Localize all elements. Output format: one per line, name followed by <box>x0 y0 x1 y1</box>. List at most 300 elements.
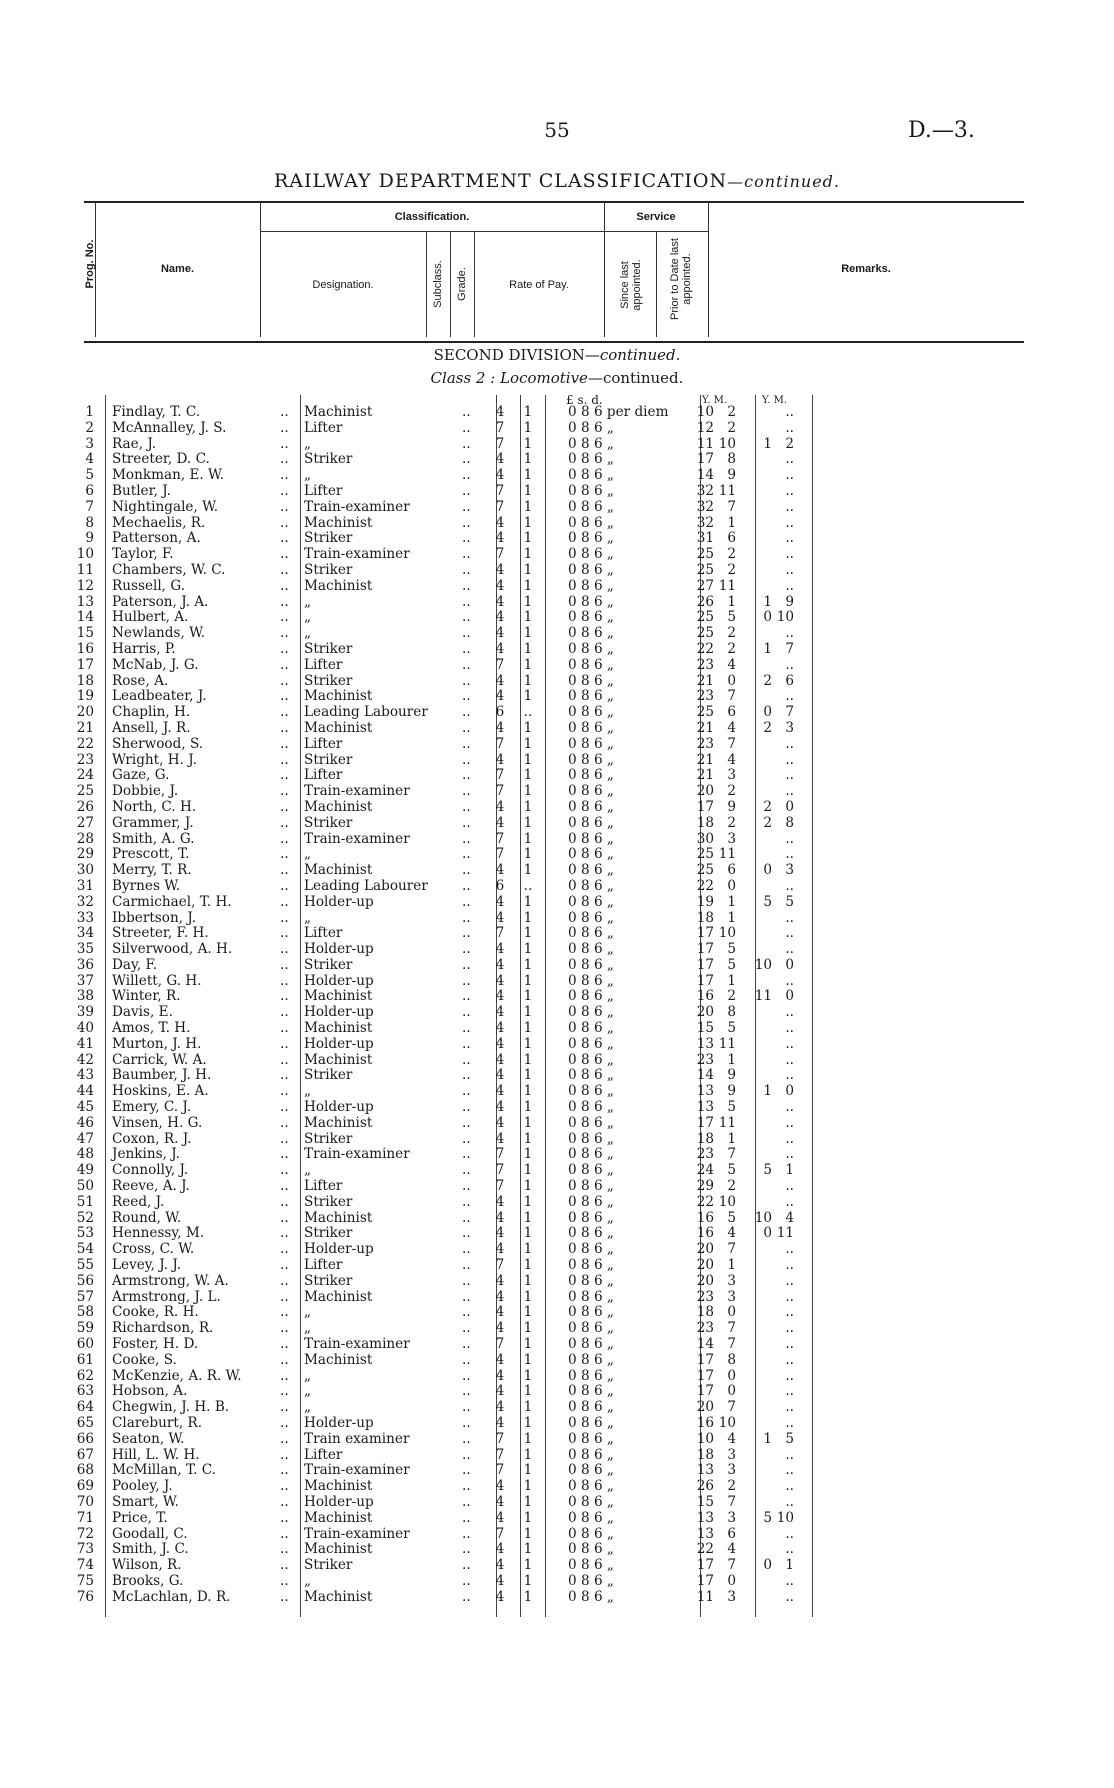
prior-months: .. <box>785 1304 794 1321</box>
leader-dots: .. <box>280 625 289 642</box>
prog-no: 29 <box>76 846 94 863</box>
since-years: 32 <box>696 498 714 515</box>
leader-dots: .. <box>462 1304 471 1321</box>
designation: „ <box>304 1367 312 1384</box>
employee-name: Seaton, W. <box>112 1430 185 1447</box>
leader-dots: .. <box>280 1446 289 1463</box>
prior-months: .. <box>785 1367 794 1384</box>
designation: Machinist <box>304 862 373 879</box>
prior-months: 7 <box>785 640 794 657</box>
leader-dots: .. <box>462 1588 471 1605</box>
subclass: 4 <box>495 1288 505 1305</box>
prior-months: .. <box>785 1035 794 1052</box>
designation: „ <box>304 1572 312 1589</box>
grade: 1 <box>523 767 533 784</box>
subclass: 7 <box>495 656 505 673</box>
subclass: 7 <box>495 1162 505 1179</box>
employee-name: Ibbertson, J. <box>112 909 197 926</box>
prior-years: 0 <box>763 704 772 721</box>
since-years: 15 <box>696 1020 714 1037</box>
since-months: 0 <box>727 1304 736 1321</box>
prior-months: .. <box>785 1462 794 1479</box>
designation: Train examiner <box>304 1430 410 1447</box>
table-row <box>72 832 1022 848</box>
leader-dots: .. <box>280 1462 289 1479</box>
grade: 1 <box>523 1193 533 1210</box>
prior-years: 2 <box>763 672 772 689</box>
leader-dots: .. <box>462 1020 471 1037</box>
table-row <box>72 595 1022 611</box>
prior-months: .. <box>785 972 794 989</box>
prog-no: 37 <box>76 972 94 989</box>
designation: „ <box>304 1383 312 1400</box>
table-row <box>72 1527 1022 1543</box>
prior-years: 2 <box>763 814 772 831</box>
subclass: 4 <box>495 862 505 879</box>
rate-of-pay: 0 8 6 „ <box>568 1241 614 1258</box>
designation: Machinist <box>304 1351 373 1368</box>
grade: 1 <box>523 1541 533 1558</box>
since-years: 30 <box>696 830 714 847</box>
employee-name: Emery, C. J. <box>112 1099 192 1116</box>
leader-dots: .. <box>462 1146 471 1163</box>
grade: 1 <box>523 1572 533 1589</box>
class-label: Class 2 : <box>430 369 496 387</box>
rate-of-pay: 0 8 6 „ <box>568 1051 614 1068</box>
prog-no: 15 <box>76 625 94 642</box>
leader-dots: .. <box>280 1193 289 1210</box>
leader-dots: .. <box>462 530 471 547</box>
since-years: 18 <box>696 909 714 926</box>
since-years: 22 <box>696 640 714 657</box>
grade: 1 <box>523 577 533 594</box>
table-row <box>72 1226 1022 1242</box>
prior-months: .. <box>785 688 794 705</box>
leader-dots: .. <box>280 1541 289 1558</box>
prior-months: 5 <box>785 1430 794 1447</box>
employee-name: Winter, R. <box>112 988 181 1005</box>
prior-months: .. <box>785 1272 794 1289</box>
designation: Machinist <box>304 1509 373 1526</box>
leader-dots: .. <box>462 1430 471 1447</box>
employee-name: Cross, C. W. <box>112 1241 195 1258</box>
classification-header: Classification. <box>394 211 470 223</box>
since-years: 25 <box>696 609 714 626</box>
leader-dots: .. <box>280 1162 289 1179</box>
subclass: 4 <box>495 451 505 468</box>
subclass: 4 <box>495 1588 505 1605</box>
subclass: 4 <box>495 941 505 958</box>
rate-of-pay: 0 8 6 „ <box>568 1525 614 1542</box>
table-row <box>72 405 1022 421</box>
grade: 1 <box>523 1225 533 1242</box>
employee-name: Cooke, R. H. <box>112 1304 199 1321</box>
leader-dots: .. <box>280 814 289 831</box>
table-row <box>72 1432 1022 1448</box>
since-years: 25 <box>696 625 714 642</box>
leader-dots: .. <box>462 877 471 894</box>
leader-dots: .. <box>280 1020 289 1037</box>
table-row <box>72 421 1022 437</box>
employee-name: Ansell, J. R. <box>112 719 191 736</box>
rate-of-pay: 0 8 6 „ <box>568 846 614 863</box>
employee-name: Amos, T. H. <box>112 1020 191 1037</box>
designation: Striker <box>304 640 353 657</box>
designation: Machinist <box>304 404 373 420</box>
designation: Machinist <box>304 514 373 531</box>
prior-to-date-header: Prior to Date last appointed. <box>669 238 693 320</box>
table-row <box>72 1084 1022 1100</box>
rate-of-pay: 0 8 6 „ <box>568 1367 614 1384</box>
table-row <box>72 1053 1022 1069</box>
since-months: 2 <box>727 988 736 1005</box>
prog-no: 25 <box>76 783 94 800</box>
leader-dots: .. <box>280 1272 289 1289</box>
prog-no: 3 <box>85 435 94 452</box>
since-months: 0 <box>727 1367 736 1384</box>
leader-dots: .. <box>462 893 471 910</box>
since-months: 1 <box>727 972 736 989</box>
leader-dots: .. <box>462 1509 471 1526</box>
leader-dots: .. <box>280 1351 289 1368</box>
since-months: 0 <box>727 1572 736 1589</box>
employee-name: McKenzie, A. R. W. <box>112 1367 242 1384</box>
leader-dots: .. <box>280 1320 289 1337</box>
prior-years: 0 <box>763 609 772 626</box>
leader-dots: .. <box>462 1257 471 1274</box>
leader-dots: .. <box>280 672 289 689</box>
subclass: 4 <box>495 672 505 689</box>
prior-months: .. <box>785 625 794 642</box>
employee-name: Reed, J. <box>112 1193 165 1210</box>
since-months: 5 <box>727 609 736 626</box>
leader-dots: .. <box>462 1272 471 1289</box>
page-number: 55 <box>544 118 570 142</box>
employee-name: Chambers, W. C. <box>112 561 226 578</box>
since-years: 17 <box>696 1383 714 1400</box>
since-years: 12 <box>696 419 714 436</box>
since-months: 3 <box>727 767 736 784</box>
table-row <box>72 626 1022 642</box>
leader-dots: .. <box>280 735 289 752</box>
employee-name: Newlands, W. <box>112 625 206 642</box>
table-row <box>72 642 1022 658</box>
leader-dots: .. <box>462 1099 471 1116</box>
rate-of-pay: 0 8 6 „ <box>568 435 614 452</box>
rate-of-pay: 0 8 6 „ <box>568 1557 614 1574</box>
subclass: 4 <box>495 1225 505 1242</box>
subclass: 4 <box>495 1035 505 1052</box>
since-years: 13 <box>696 1083 714 1100</box>
employee-name: Streeter, D. C. <box>112 451 210 468</box>
since-months: 5 <box>727 1209 736 1226</box>
rate-of-pay: 0 8 6 „ <box>568 1351 614 1368</box>
leader-dots: .. <box>280 1178 289 1195</box>
leader-dots: .. <box>280 656 289 673</box>
prior-months: .. <box>785 1383 794 1400</box>
leader-dots: .. <box>462 625 471 642</box>
grade: 1 <box>523 1399 533 1416</box>
grade: 1 <box>523 435 533 452</box>
subclass: 4 <box>495 1114 505 1131</box>
since-years: 18 <box>696 1130 714 1147</box>
leader-dots: .. <box>462 1557 471 1574</box>
since-months: 3 <box>727 1588 736 1605</box>
prior-months: .. <box>785 1146 794 1163</box>
division-suffix: —continued. <box>584 346 681 364</box>
table-row <box>72 816 1022 832</box>
since-months: 7 <box>727 1557 736 1574</box>
prior-years: 1 <box>763 1083 772 1100</box>
prog-no: 73 <box>76 1541 94 1558</box>
leader-dots: .. <box>462 1083 471 1100</box>
table-row <box>72 1369 1022 1385</box>
since-months: 4 <box>727 1430 736 1447</box>
table-row <box>72 1511 1022 1527</box>
since-months: 5 <box>727 1162 736 1179</box>
prog-no: 71 <box>76 1509 94 1526</box>
subclass: 4 <box>495 1083 505 1100</box>
since-months: 5 <box>727 956 736 973</box>
subclass: 4 <box>495 561 505 578</box>
subclass: 4 <box>495 688 505 705</box>
designation: „ <box>304 593 312 610</box>
grade: 1 <box>523 1035 533 1052</box>
employee-name: Mechaelis, R. <box>112 514 206 531</box>
prog-no: 57 <box>76 1288 94 1305</box>
document-code: D.—3. <box>908 118 975 143</box>
table-row <box>72 753 1022 769</box>
prior-months: .. <box>785 1493 794 1510</box>
leader-dots: .. <box>280 498 289 515</box>
employee-name: Pooley, J. <box>112 1478 173 1495</box>
grade: 1 <box>523 956 533 973</box>
table-row <box>72 563 1022 579</box>
leader-dots: .. <box>462 735 471 752</box>
grade: 1 <box>523 1178 533 1195</box>
subclass: 4 <box>495 893 505 910</box>
subclass: 7 <box>495 482 505 499</box>
since-months: 6 <box>727 530 736 547</box>
subclass: 4 <box>495 1541 505 1558</box>
grade: 1 <box>523 988 533 1005</box>
prior-months: .. <box>785 514 794 531</box>
prog-no: 51 <box>76 1193 94 1210</box>
table-row <box>72 784 1022 800</box>
prog-no: 11 <box>76 561 94 578</box>
designation: „ <box>304 909 312 926</box>
since-months: 1 <box>727 1257 736 1274</box>
leader-dots: .. <box>280 640 289 657</box>
rate-of-pay: 0 8 6 „ <box>568 482 614 499</box>
prior-months: 3 <box>785 862 794 879</box>
leader-dots: .. <box>280 862 289 879</box>
employee-name: Byrnes W. <box>112 877 181 894</box>
prior-months: .. <box>785 1541 794 1558</box>
subclass: 7 <box>495 767 505 784</box>
leader-dots: .. <box>280 988 289 1005</box>
rate-of-pay: 0 8 6 „ <box>568 1336 614 1353</box>
rate-of-pay: 0 8 6 „ <box>568 1114 614 1131</box>
grade: 1 <box>523 1288 533 1305</box>
prior-months: .. <box>785 1051 794 1068</box>
leader-dots: .. <box>280 1051 289 1068</box>
leader-dots: .. <box>462 862 471 879</box>
rate-of-pay: 0 8 6 „ <box>568 1383 614 1400</box>
subclass: 7 <box>495 735 505 752</box>
grade: 1 <box>523 514 533 531</box>
leader-dots: .. <box>462 719 471 736</box>
pay-units: £ s. d. <box>566 393 603 407</box>
table-row <box>72 1116 1022 1132</box>
since-years: 13 <box>696 1099 714 1116</box>
rate-of-pay: 0 8 6 „ <box>568 1099 614 1116</box>
rate-of-pay: 0 8 6 „ <box>568 1288 614 1305</box>
designation: Machinist <box>304 1541 373 1558</box>
grade: 1 <box>523 482 533 499</box>
prog-no: 1 <box>85 404 94 420</box>
designation: Lifter <box>304 482 343 499</box>
table-row <box>72 437 1022 453</box>
since-months: 0 <box>727 672 736 689</box>
designation: Machinist <box>304 1209 373 1226</box>
leader-dots: .. <box>462 640 471 657</box>
table-row <box>72 1100 1022 1116</box>
prog-no: 49 <box>76 1162 94 1179</box>
subclass: 4 <box>495 1099 505 1116</box>
grade: 1 <box>523 1067 533 1084</box>
service-header: Service <box>636 211 676 223</box>
designation: „ <box>304 1320 312 1337</box>
designation: Holder-up <box>304 1415 374 1431</box>
rate-of-pay: 0 8 6 „ <box>568 1209 614 1226</box>
prior-months: 11 <box>776 1225 794 1242</box>
grade: 1 <box>523 656 533 673</box>
grade: 1 <box>523 1367 533 1384</box>
rate-of-pay: 0 8 6 „ <box>568 593 614 610</box>
prior-months: 6 <box>785 672 794 689</box>
prior-months: .. <box>785 767 794 784</box>
grade: 1 <box>523 1320 533 1337</box>
since-months: 9 <box>727 798 736 815</box>
grade: 1 <box>523 798 533 815</box>
since-months: 2 <box>727 1178 736 1195</box>
since-years: 23 <box>696 1146 714 1163</box>
since-years: 16 <box>696 988 714 1005</box>
subclass: 7 <box>495 498 505 515</box>
rate-of-pay: 0 8 6 „ <box>568 609 614 626</box>
subclass: 7 <box>495 1525 505 1542</box>
prog-no: 75 <box>76 1572 94 1589</box>
rate-of-pay: 0 8 6 „ <box>568 1272 614 1289</box>
leader-dots: .. <box>280 1004 289 1021</box>
subclass: 6 <box>495 877 505 894</box>
since-months: 7 <box>727 735 736 752</box>
table-row <box>72 1542 1022 1558</box>
designation: Holder-up <box>304 972 374 989</box>
designation: Train-examiner <box>304 1336 410 1353</box>
since-months: 5 <box>727 941 736 958</box>
prior-months: .. <box>785 751 794 768</box>
subclass: 7 <box>495 830 505 847</box>
table-row <box>72 547 1022 563</box>
leader-dots: .. <box>462 404 471 420</box>
class-heading <box>0 369 1114 387</box>
leader-dots: .. <box>462 688 471 705</box>
table-row <box>72 1400 1022 1416</box>
prior-months: 1 <box>785 1162 794 1179</box>
since-years: 32 <box>696 514 714 531</box>
subclass: 4 <box>495 1383 505 1400</box>
grade: 1 <box>523 451 533 468</box>
since-months: 3 <box>727 830 736 847</box>
table-row <box>72 1274 1022 1290</box>
designation: Striker <box>304 1193 353 1210</box>
since-months: 4 <box>727 719 736 736</box>
table-row <box>72 610 1022 626</box>
prior-units: Y. M. <box>762 395 788 406</box>
rate-of-pay: 0 8 6 „ <box>568 419 614 436</box>
designation: Machinist <box>304 577 373 594</box>
since-months: 6 <box>727 704 736 721</box>
prog-no: 13 <box>76 593 94 610</box>
table-row <box>72 1258 1022 1274</box>
since-years: 26 <box>696 593 714 610</box>
since-months: 0 <box>727 877 736 894</box>
grade-header: Grade. <box>456 267 468 301</box>
prior-months: 0 <box>785 956 794 973</box>
employee-name: Murton, J. H. <box>112 1035 202 1052</box>
grade: 1 <box>523 609 533 626</box>
prog-no: 41 <box>76 1035 94 1052</box>
prior-months: .. <box>785 404 794 420</box>
leader-dots: .. <box>280 609 289 626</box>
leader-dots: .. <box>280 1099 289 1116</box>
grade: 1 <box>523 1462 533 1479</box>
employee-name: Rae, J. <box>112 435 157 452</box>
since-years: 27 <box>696 577 714 594</box>
subclass: 4 <box>495 1478 505 1495</box>
table-row <box>72 926 1022 942</box>
prog-no: 45 <box>76 1099 94 1116</box>
employee-name: Grammer, J. <box>112 814 194 831</box>
rate-of-pay: 0 8 6 „ <box>568 877 614 894</box>
prior-years: 2 <box>763 719 772 736</box>
grade: 1 <box>523 830 533 847</box>
employee-name: Prescott, T. <box>112 846 190 863</box>
subclass: 4 <box>495 609 505 626</box>
table-row <box>72 1321 1022 1337</box>
since-months: 1 <box>727 593 736 610</box>
subclass: 4 <box>495 751 505 768</box>
rate-of-pay: 0 8 6 „ <box>568 1588 614 1605</box>
subclass: 7 <box>495 546 505 563</box>
rate-of-pay: 0 8 6 „ <box>568 561 614 578</box>
remarks-header: Remarks. <box>841 263 891 275</box>
subclass: 4 <box>495 514 505 531</box>
leader-dots: .. <box>462 672 471 689</box>
grade: 1 <box>523 672 533 689</box>
prior-months: .. <box>785 451 794 468</box>
since-months: 7 <box>727 688 736 705</box>
subclass: 4 <box>495 1320 505 1337</box>
since-years: 21 <box>696 767 714 784</box>
since-months: 2 <box>727 1478 736 1495</box>
grade: 1 <box>523 1430 533 1447</box>
table-row <box>72 531 1022 547</box>
since-months: 7 <box>727 1146 736 1163</box>
prior-years: 0 <box>763 1225 772 1242</box>
